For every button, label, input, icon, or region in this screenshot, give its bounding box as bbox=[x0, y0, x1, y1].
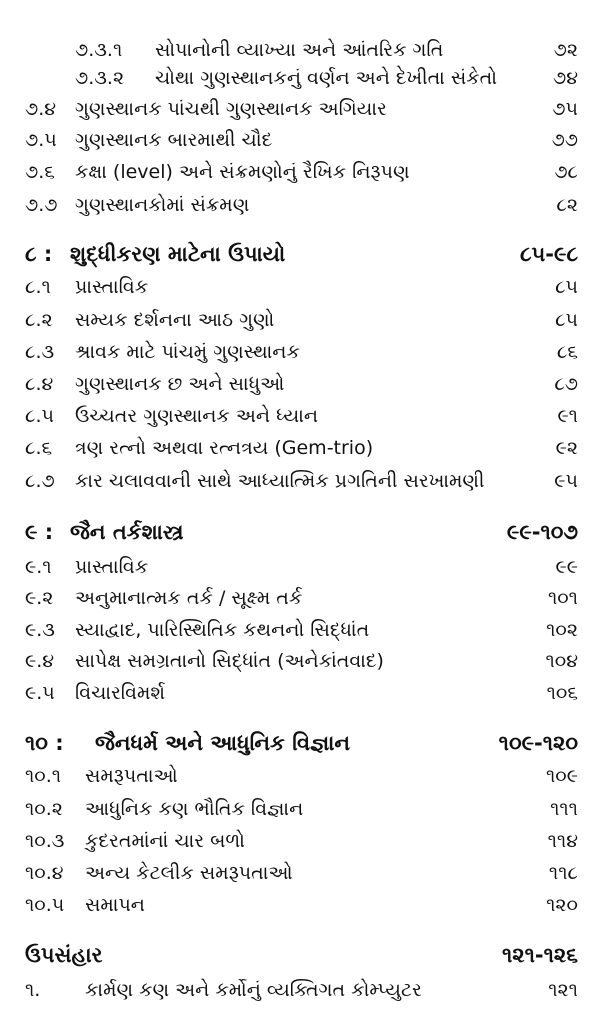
entry-title: ઉચ્ચતર ગુણસ્થાનક અને ધ્યાન bbox=[75, 405, 319, 427]
entry-number: ૯.૪ bbox=[25, 650, 55, 672]
entry-number: ૭.૫ bbox=[25, 129, 57, 151]
entry-page: ૭૭ bbox=[551, 129, 578, 151]
entry-number: ૯.૩ bbox=[25, 619, 55, 641]
entry-number: ૭.૭ bbox=[25, 194, 58, 216]
entry-page: ૧૧૧ bbox=[550, 798, 578, 820]
entry-title: સમ્યક દર્શનના આઠ ગુણો bbox=[75, 309, 275, 331]
entry-title: સાપેક્ષ સમગ્રતાનો સિદ્ધાંત (અનેકાંતવાદ) bbox=[75, 650, 384, 672]
entry-number: ૮.૧ bbox=[25, 276, 51, 298]
entry-title: સ્યાદ્વાદ, પારિસ્થિતિક કથનનો સિદ્ધાંત bbox=[75, 619, 370, 641]
entry-title: કાર્મણ કણ અને કર્મોનું વ્યક્તિગત કોમ્પ્યુટર bbox=[85, 979, 422, 1001]
entry-number: ૯.૨ bbox=[25, 587, 54, 609]
entry-page: ૭૨ bbox=[553, 39, 578, 61]
entry-page: ૮૬ bbox=[556, 341, 578, 363]
entry-title: સમાપન bbox=[85, 894, 145, 916]
chapter-title: જૈનધર્મ અને આધુનિક વિજ્ઞાન bbox=[95, 731, 351, 755]
toc-entry bbox=[0, 337, 600, 367]
entry-number: ૧૦.૩ bbox=[25, 830, 65, 852]
entry-page: ૯૨ bbox=[555, 437, 578, 459]
entry-page: ૯૫ bbox=[554, 470, 578, 492]
entry-number: ૮.૭ bbox=[25, 470, 55, 492]
entry-number: ૮.૪ bbox=[25, 373, 54, 395]
entry-title: અન્ય કેટલીક સમરૂપતાઓ bbox=[85, 862, 293, 884]
chapter-heading bbox=[0, 239, 600, 269]
entry-number: ૮.૬ bbox=[25, 437, 53, 459]
entry-page: ૯૧ bbox=[557, 405, 578, 427]
entry-title: અનુમાનાત્મક તર્ક / સૂક્ષ્મ તર્ક bbox=[75, 587, 303, 609]
entry-number: ૮.૨ bbox=[25, 309, 53, 331]
toc-entry bbox=[0, 157, 600, 187]
entry-number: ૧૦.૧ bbox=[25, 765, 62, 787]
toc-entry bbox=[0, 678, 600, 708]
entry-page: ૧૨૧ bbox=[548, 979, 578, 1001]
entry-number: ૧. bbox=[25, 979, 41, 1001]
chapter-number: ૧૦ : bbox=[25, 731, 64, 755]
chapter-page-range: ૮૫-૯૮ bbox=[519, 242, 578, 266]
epilogue-heading bbox=[0, 940, 600, 970]
chapter-heading bbox=[0, 728, 600, 758]
chapter-number: ૯ : bbox=[25, 520, 54, 544]
chapter-title: ઉપસંહાર bbox=[25, 943, 103, 967]
entry-title: કાર ચલાવવાની સાથે આધ્યાત્મિક પ્રગતિની સરખામણી bbox=[75, 470, 485, 492]
entry-title: સમરૂપતાઓ bbox=[85, 765, 178, 787]
entry-page: ૭૪ bbox=[553, 67, 578, 89]
toc-entry bbox=[0, 552, 600, 582]
entry-number: ૧૦.૫ bbox=[25, 894, 65, 916]
entry-title: કુદરતમાંનાં ચાર બળો bbox=[85, 830, 245, 852]
entry-page: ૧૨૦ bbox=[546, 894, 578, 916]
entry-page: ૧૦૨ bbox=[546, 619, 578, 641]
toc-entry bbox=[0, 190, 600, 220]
entry-page: ૯૯ bbox=[555, 556, 578, 578]
entry-number: ૧૦.૨ bbox=[25, 798, 63, 820]
entry-title: ગુણસ્થાનકોમાં સંક્રમણ bbox=[75, 194, 250, 216]
entry-title: પ્રાસ્તાવિક bbox=[75, 276, 149, 298]
entry-page: ૧૦૪ bbox=[545, 650, 578, 672]
chapter-heading bbox=[0, 517, 600, 547]
entry-page: ૮૭ bbox=[554, 373, 578, 395]
entry-number: ૧૦.૪ bbox=[25, 862, 64, 884]
entry-title: આધુનિક કણ ભૌતિક વિજ્ઞાન bbox=[85, 798, 304, 820]
entry-title: ત્રણ રત્નો અથવા રત્નત્રય (Gem-trio) bbox=[75, 437, 374, 459]
entry-title: વિચારવિમર્શ bbox=[75, 682, 166, 704]
entry-page: ૭૫ bbox=[552, 98, 578, 120]
entry-number: ૭.૩.૧ bbox=[75, 39, 123, 61]
entry-title: ગુણસ્થાનક બારમાથી ચૌદ bbox=[75, 129, 273, 151]
entry-number: ૭.૩.૨ bbox=[75, 67, 125, 89]
toc-entry bbox=[0, 615, 600, 645]
chapter-title: શુદ્ધીકરણ માટેના ઉપાયો bbox=[70, 242, 286, 266]
entry-number: ૮.૩ bbox=[25, 341, 55, 363]
entry-title: શ્રાવક માટે પાંચમું ગુણસ્થાનક bbox=[75, 341, 300, 363]
toc-entry bbox=[0, 401, 600, 431]
entry-title: સોપાનોની વ્યાખ્યા અને આંતરિક ગતિ bbox=[155, 39, 444, 61]
toc-entry bbox=[0, 272, 600, 302]
entry-title: પ્રાસ્તાવિક bbox=[75, 556, 149, 578]
entry-page: ૭૮ bbox=[554, 161, 578, 183]
toc-entry bbox=[0, 466, 600, 496]
entry-page: ૧૧૮ bbox=[548, 862, 578, 884]
toc-entry bbox=[0, 94, 600, 124]
toc-entry bbox=[0, 305, 600, 335]
chapter-page-range: ૧૨૧-૧૨૬ bbox=[502, 943, 578, 967]
entry-page: ૮૫ bbox=[555, 276, 578, 298]
toc-entry bbox=[0, 646, 600, 676]
entry-title: કક્ષા (level) અને સંક્રમણોનું રૈખિક નિરૂપણ bbox=[75, 161, 410, 183]
chapter-page-range: ૧૦૯-૧૨૦ bbox=[498, 731, 578, 755]
toc-entry bbox=[0, 890, 600, 920]
toc-entry bbox=[0, 63, 600, 93]
entry-page: ૧૧૪ bbox=[547, 830, 578, 852]
entry-page: ૮૨ bbox=[556, 194, 578, 216]
toc-entry bbox=[0, 858, 600, 888]
toc-entry bbox=[0, 583, 600, 613]
toc-entry bbox=[0, 125, 600, 155]
chapter-title: જૈન તર્કશાસ્ત્ર bbox=[70, 520, 184, 544]
toc-entry bbox=[0, 35, 600, 65]
entry-number: ૮.૫ bbox=[25, 405, 54, 427]
entry-number: ૭.૬ bbox=[25, 161, 55, 183]
entry-number: ૯.૧ bbox=[25, 556, 52, 578]
entry-number: ૭.૪ bbox=[25, 98, 57, 120]
chapter-page-range: ૯૯-૧૦૭ bbox=[506, 520, 578, 544]
entry-page: ૧૦૯ bbox=[546, 765, 578, 787]
toc-entry bbox=[0, 975, 600, 1005]
toc-entry bbox=[0, 369, 600, 399]
toc-entry bbox=[0, 433, 600, 463]
toc-entry bbox=[0, 794, 600, 824]
entry-page: ૮૫ bbox=[555, 309, 578, 331]
toc-entry bbox=[0, 761, 600, 791]
entry-title: ગુણસ્થાનક છ અને સાધુઓ bbox=[75, 373, 285, 395]
entry-page: ૧૦૬ bbox=[546, 682, 578, 704]
entry-title: ગુણસ્થાનક પાંચથી ગુણસ્થાનક અગિયાર bbox=[75, 98, 387, 120]
toc-entry bbox=[0, 826, 600, 856]
chapter-number: ૮ : bbox=[25, 242, 53, 266]
entry-number: ૯.૫ bbox=[25, 682, 55, 704]
entry-page: ૧૦૧ bbox=[547, 587, 578, 609]
entry-title: ચોથા ગુણસ્થાનકનું વર્ણન અને દેખીતા સંકેતો bbox=[155, 67, 498, 89]
